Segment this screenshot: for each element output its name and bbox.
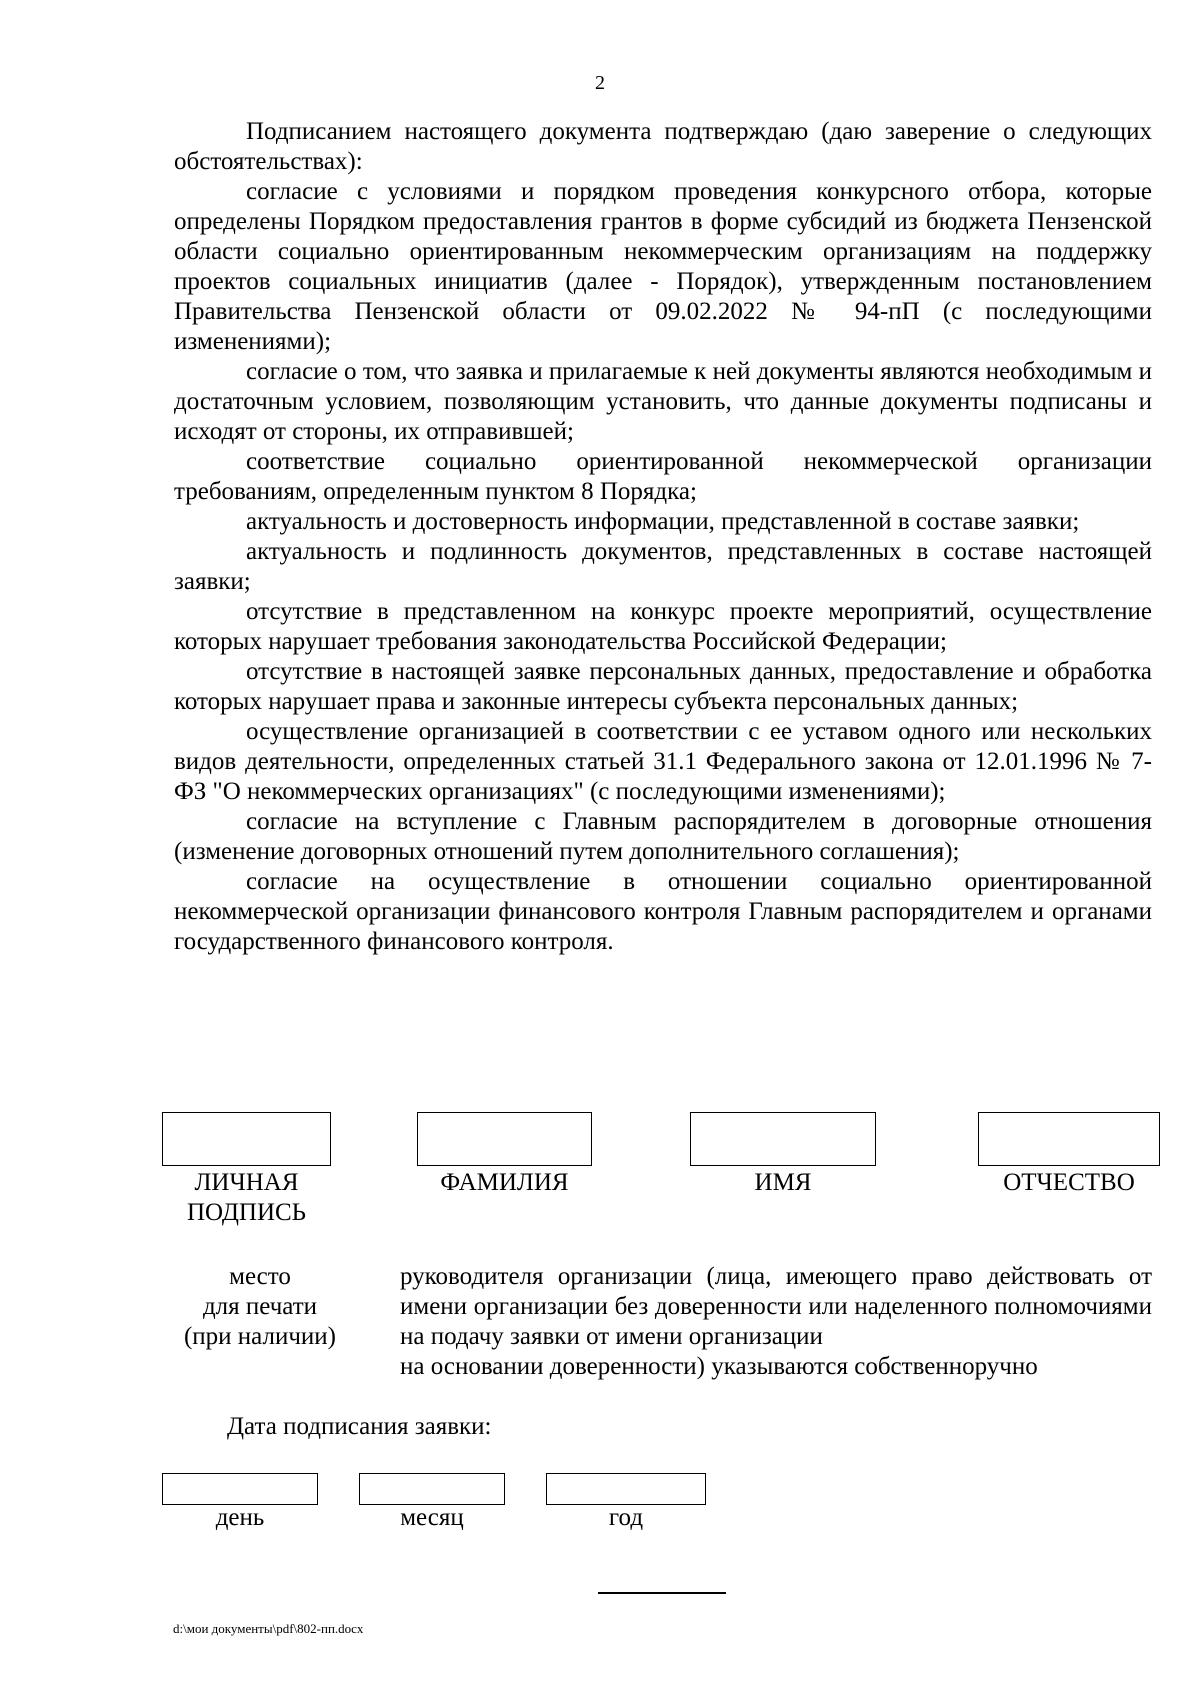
year-label: год (608, 1504, 644, 1531)
year-box[interactable] (546, 1473, 706, 1505)
declaration-body (174, 117, 1152, 957)
closing-rule (598, 1592, 726, 1594)
footer-file-path: d:\мои документы\pdf\802-пп.docx (173, 1621, 364, 1636)
name-box[interactable] (690, 1112, 876, 1166)
paragraph-consent-application: согласие о том, что заявка и прилагаемые к ней документы являются необходимым и достаточным условием, позволяющим установить, что данные документы подписаны и исходят от стороны, их отправившей; (174, 358, 1152, 445)
paragraph-intro: Подписанием настоящего документа подтверждаю (даю заверение о следующих обстоятельствах): (174, 118, 1152, 175)
stamp-place (168, 1262, 352, 1352)
patronymic-box[interactable] (978, 1112, 1160, 1166)
paragraph-activities: осуществление организацией в соответствии с ее уставом одного или нескольких видов деятельности, определенных статьей 31.1 Федерального закона от 12.01.1996 № 7-ФЗ "О некоммерческих организациях" (с последующими изменениями); (174, 718, 1152, 805)
page-number: 2 (595, 72, 605, 94)
paragraph-consent-conditions: согласие с условиями и порядком проведения конкурсного отбора, которые определены Порядком предоставления грантов в форме субсидий из бюджета Пензенской области социально ориентированным некоммерческим организациям на поддержку проектов социальных инициатив (далее - Порядок), утвержденным постановлением Правительства Пензенской области от 09.02.2022 № 94-пП (с последующими изменениями); (174, 178, 1152, 355)
signature-note (400, 1262, 1152, 1382)
signature-note-main: руководителя организации (лица, имеющего право действовать от имени организации без доверенности или наделенного полномочиями на подачу заявки от имени организации (400, 1263, 1152, 1350)
stamp-line1: место (229, 1263, 291, 1290)
surname-label: ФАМИЛИЯ (440, 1169, 569, 1196)
surname-box[interactable] (417, 1112, 592, 1166)
paragraph-financial-control: согласие на осуществление в отношении социально ориентированной некоммерческой организации финансового контроля Главным распорядителем и органами государственного финансового контроля. (174, 868, 1152, 955)
signature-box[interactable] (162, 1112, 331, 1166)
signature-label-line2: ПОДПИСЬ (186, 1199, 307, 1226)
signature-note-last: на основании доверенности) указываются собственноручно (400, 1353, 1038, 1380)
stamp-line2: для печати (202, 1293, 318, 1320)
day-label: день (215, 1504, 265, 1531)
patronymic-label: ОТЧЕСТВО (1003, 1169, 1135, 1196)
paragraph-compliance: соответствие социально ориентированной некоммерческой организации требованиям, определенным пунктом 8 Порядка; (174, 448, 1152, 505)
date-label: Дата подписания заявки: (227, 1413, 492, 1440)
paragraph-information-accuracy: актуальность и достоверность информации, представленной в составе заявки; (246, 508, 1080, 535)
paragraph-documents-authenticity: актуальность и подлинность документов, представленных в составе настоящей заявки; (174, 538, 1152, 595)
month-label: месяц (400, 1504, 464, 1531)
name-label: ИМЯ (754, 1169, 812, 1196)
paragraph-contract-consent: согласие на вступление с Главным распорядителем в договорные отношения (изменение договорных отношений путем дополнительного соглашения); (174, 808, 1152, 865)
stamp-line3: (при наличии) (183, 1323, 337, 1350)
signature-label (162, 1168, 331, 1228)
paragraph-no-personal-data: отсутствие в настоящей заявке персональных данных, предоставление и обработка которых нарушает права и законные интересы субъекта персональных данных; (174, 658, 1152, 715)
month-box[interactable] (359, 1473, 505, 1505)
signature-label-line1: ЛИЧНАЯ (194, 1169, 299, 1196)
day-box[interactable] (162, 1473, 318, 1505)
paragraph-no-violations: отсутствие в представленном на конкурс проекте мероприятий, осуществление которых нарушает требования законодательства Российской Федерации; (174, 598, 1152, 655)
